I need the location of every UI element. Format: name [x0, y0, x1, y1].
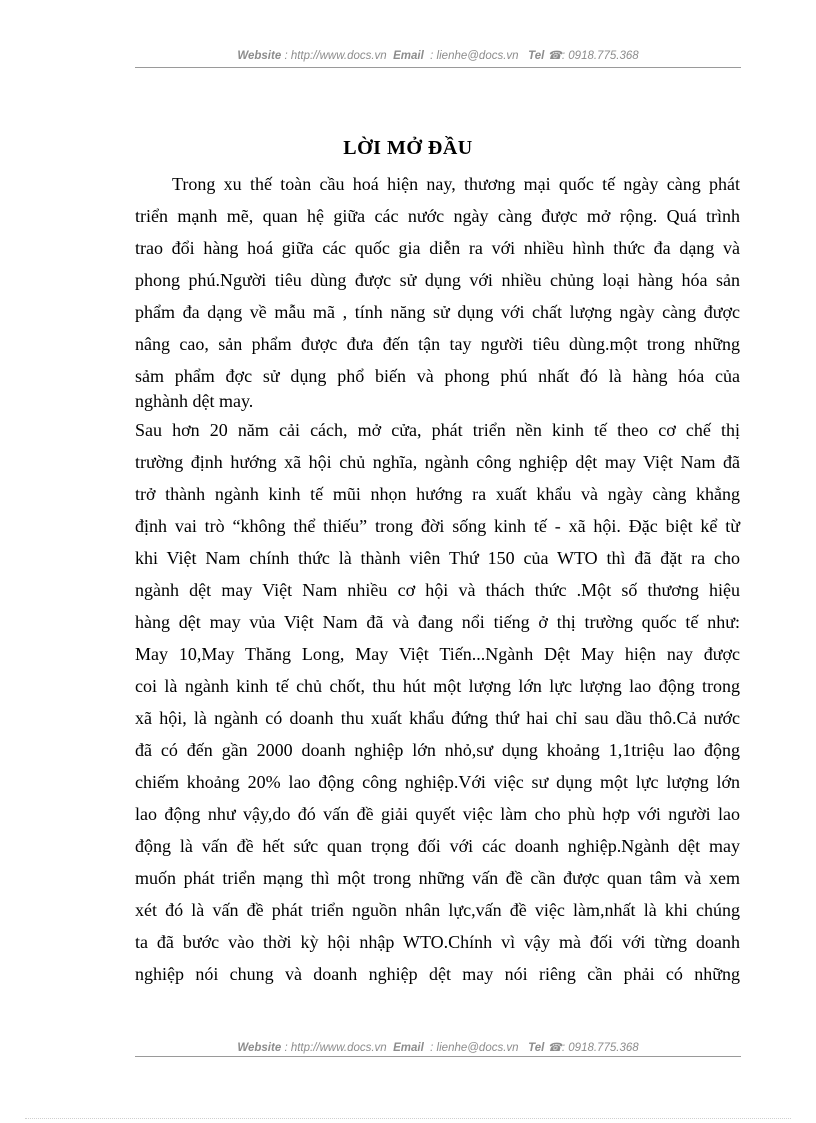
footer-email-label: Email: [393, 1042, 424, 1054]
page-header: [135, 48, 741, 62]
text-line: Sau hơn 20 năm cải cách, mở cửa, phát triển nền kinh tế theo cơ chế thị: [135, 420, 740, 440]
footer-divider: [135, 1056, 741, 1057]
phone-icon: ☎: [547, 1042, 562, 1054]
footer-email-link[interactable]: : lienhe@docs.vn: [430, 1042, 519, 1054]
text-line: triển mạnh mẽ, quan hệ giữa các nước ngày càng được mở rộng. Quá trình: [135, 206, 740, 226]
text-line: muốn phát triển mạng thì một trong những vấn đề cần được quan tâm và xem: [135, 868, 740, 888]
text-line: Trong xu thế toàn cầu hoá hiện nay, thương mại quốc tế ngày càng phát: [172, 174, 740, 194]
text-line: ngành dệt may Việt Nam nhiều cơ hội và thách thức .Một số thương hiệu: [135, 580, 740, 600]
footer-website-label: Website: [237, 1042, 282, 1054]
text-line: coi là ngành kinh tế chủ chốt, thu hút một lượng lớn lực lượng lao động trong: [135, 676, 740, 696]
text-line: hàng dệt may vủa Việt Nam đã và đang nổi tiếng ở thị trường quốc tế như:: [135, 612, 740, 632]
text-line: sảm phẩm đợc sử dụng phổ biến và phong phú nhất đó là hàng hóa của: [135, 366, 740, 386]
text-line: May 10,May Thăng Long, May Việt Tiến...Ngành Dệt May hiện nay được: [135, 644, 740, 664]
page-title: LỜI MỞ ĐẦU: [343, 137, 473, 159]
text-line: phong phú.Người tiêu dùng được sử dụng với nhiều chủng loại hàng hóa sản: [135, 270, 740, 290]
header-tel-value: : 0918.775.368: [561, 50, 639, 62]
text-line: phẩm đa dạng về mẫu mã , tính năng sử dụng với chất lượng ngày càng được: [135, 302, 740, 322]
text-line: trường định hướng xã hội chủ nghĩa, ngành công nghiệp dệt may Việt Nam đã: [135, 452, 740, 472]
header-tel-label: Tel: [528, 50, 545, 62]
text-line: xã hội, là ngành có doanh thu xuất khẩu đứng thứ hai chỉ sau dầu thô.Cả nước: [135, 708, 740, 728]
footer-tel-value: : 0918.775.368: [561, 1042, 639, 1054]
text-line: định vai trò “không thể thiếu” trong đời sống kinh tế - xã hội. Đặc biệt kể từ: [135, 516, 740, 536]
page-bottom-edge: [25, 1118, 791, 1119]
text-line: ta đã bước vào thời kỳ hội nhập WTO.Chính vì vậy mà đối với từng doanh: [135, 932, 740, 952]
text-line: nâng cao, sản phẩm được đưa đến tận tay người tiêu dùng.một trong những: [135, 334, 740, 354]
text-line: khi Việt Nam chính thức là thành viên Thứ 150 của WTO thì đã đặt ra cho: [135, 548, 740, 568]
text-line: đã có đến gần 2000 doanh nghiệp lớn nhỏ,sư dụng khoảng 1,1triệu lao động: [135, 740, 740, 760]
text-line: xét đó là vấn đề phát triển nguồn nhân lực,vấn đề việc làm,nhất là khi chúng: [135, 900, 740, 920]
header-email-label: Email: [393, 50, 424, 62]
footer-website-link[interactable]: : http://www.docs.vn: [284, 1042, 387, 1054]
text-line: chiếm khoảng 20% lao động công nghiệp.Với việc sư dụng một lực lượng lớn: [135, 772, 740, 792]
header-website-link[interactable]: : http://www.docs.vn: [284, 50, 387, 62]
text-line: nghành dệt may.: [135, 391, 254, 411]
text-line: trở thành ngành kinh tế mũi nhọn hướng ra xuất khẩu và ngày càng khẳng: [135, 484, 740, 504]
text-line: động là vấn đề hết sức quan trọng đối với các doanh nghiệp.Ngành dệt may: [135, 836, 740, 856]
page-footer: [135, 1040, 741, 1054]
header-divider: [135, 67, 741, 68]
phone-icon: ☎: [547, 50, 562, 62]
text-line: lao động như vậy,do đó vấn đề giải quyết việc làm cho phù hợp với người lao: [135, 804, 740, 824]
text-line: trao đổi hàng hoá giữa các quốc gia diễn ra với nhiều hình thức đa dạng và: [135, 238, 740, 258]
header-email-link[interactable]: : lienhe@docs.vn: [430, 50, 519, 62]
header-website-label: Website: [237, 50, 282, 62]
text-line: nghiệp nói chung và doanh nghiệp dệt may nói riêng cần phải có những: [135, 964, 740, 984]
footer-tel-label: Tel: [528, 1042, 545, 1054]
